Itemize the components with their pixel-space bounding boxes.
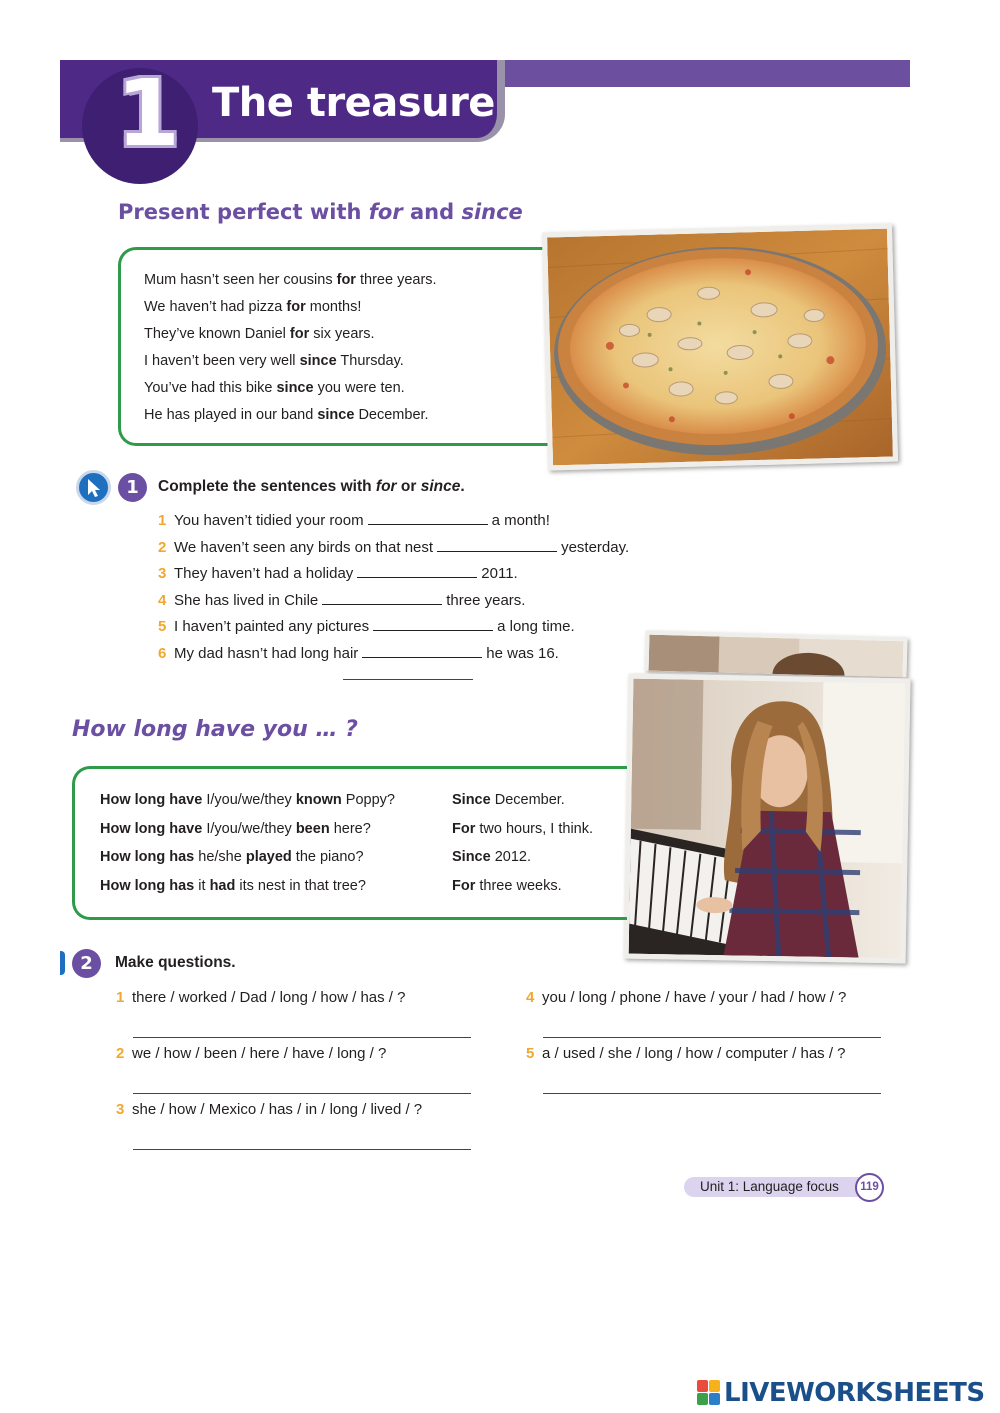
logo-tile-l bbox=[697, 1380, 708, 1392]
example-keyword: for bbox=[336, 272, 356, 288]
liveworksheets-logo bbox=[697, 1378, 985, 1408]
how-long-question bbox=[100, 821, 371, 837]
item-text-before: My dad hasn’t had long hair bbox=[174, 645, 359, 662]
answer-blank[interactable] bbox=[322, 591, 442, 605]
liveworksheets-text: LIVEWORKSHEETS bbox=[724, 1378, 985, 1408]
footer-label: Unit 1: Language focus bbox=[700, 1179, 839, 1194]
example-keyword: since bbox=[299, 353, 337, 369]
question-subject: I/you/we/they bbox=[202, 820, 296, 837]
answer-line[interactable] bbox=[543, 1037, 881, 1038]
item-words: a / used / she / long / how / computer / has / ? bbox=[542, 1045, 846, 1062]
item-number: 4 bbox=[526, 989, 535, 1006]
item-words: she / how / Mexico / has / in / long / lived / ? bbox=[132, 1101, 423, 1118]
question-end: Poppy? bbox=[341, 792, 395, 808]
question-verb: had bbox=[209, 878, 236, 895]
how-long-answer bbox=[452, 792, 565, 808]
exercise-1-instruction bbox=[158, 478, 465, 496]
item-number: 6 bbox=[158, 645, 167, 662]
item-text-after: yesterday. bbox=[561, 538, 630, 556]
answer-line[interactable] bbox=[133, 1149, 471, 1150]
example-keyword: since bbox=[317, 407, 355, 423]
title-text: Present perfect with bbox=[118, 200, 369, 224]
exercise-2-item bbox=[526, 1045, 846, 1062]
exercise-1-item bbox=[158, 617, 575, 635]
liveworksheets-icon bbox=[697, 1380, 721, 1406]
example-after: months! bbox=[305, 299, 362, 315]
exercise-1-item bbox=[158, 511, 550, 529]
grammar-example bbox=[144, 299, 361, 315]
how-long-answer bbox=[452, 878, 562, 894]
unit-number: 1 bbox=[115, 60, 180, 167]
exercise-2-item bbox=[116, 989, 405, 1006]
question-end: the piano? bbox=[291, 849, 364, 866]
page-number: 119 bbox=[855, 1173, 884, 1202]
exercise-1-number: 1 bbox=[118, 473, 147, 502]
title-since: since bbox=[461, 200, 523, 224]
answer-rest: three weeks. bbox=[475, 878, 562, 895]
exercise-2-number: 2 bbox=[72, 949, 101, 978]
example-after: six years. bbox=[309, 326, 375, 342]
answer-rest: two hours, I think. bbox=[475, 820, 594, 837]
instr-for: for bbox=[375, 478, 397, 495]
item-number: 5 bbox=[158, 618, 167, 636]
example-after: December. bbox=[354, 407, 429, 423]
answer-line[interactable] bbox=[133, 1037, 471, 1038]
cursor-icon bbox=[76, 470, 111, 505]
question-verb: played bbox=[245, 849, 292, 866]
item-text-after: a month! bbox=[491, 512, 550, 529]
example-before: I haven’t been very well bbox=[144, 353, 300, 369]
answer-blank[interactable] bbox=[368, 511, 488, 525]
exercise-2-tab bbox=[60, 951, 65, 975]
example-keyword: for bbox=[289, 326, 310, 342]
item-words: you / long / phone / have / your / had / how / ? bbox=[542, 989, 847, 1006]
grammar-example bbox=[144, 380, 405, 396]
question-subject: I/you/we/they bbox=[202, 792, 296, 808]
item-number: 2 bbox=[116, 1045, 125, 1062]
grammar-example bbox=[144, 326, 375, 342]
example-before: You’ve had this bike bbox=[144, 380, 277, 396]
item-text-before: I haven’t painted any pictures bbox=[174, 618, 370, 636]
photo-behind-art bbox=[649, 635, 904, 678]
question-start: How long have bbox=[100, 792, 203, 808]
example-before: Mum hasn’t seen her cousins bbox=[144, 272, 337, 288]
exercise-2-item bbox=[116, 1045, 386, 1062]
answer-keyword: For bbox=[452, 878, 476, 895]
example-before: He has played in our band bbox=[144, 407, 318, 423]
answer-blank[interactable] bbox=[357, 564, 477, 578]
item-text-before: They haven’t had a holiday bbox=[174, 565, 354, 583]
item-number: 2 bbox=[158, 538, 167, 556]
answer-blank[interactable] bbox=[362, 644, 482, 658]
question-verb: known bbox=[295, 792, 342, 808]
how-long-answer bbox=[452, 849, 531, 865]
logo-tile-e bbox=[709, 1393, 720, 1405]
title-for: for bbox=[368, 200, 403, 224]
answer-keyword: Since bbox=[452, 849, 491, 866]
exercise-1-item bbox=[158, 538, 629, 556]
item-text-after: he was 16. bbox=[486, 645, 559, 662]
question-end: its nest in that tree? bbox=[235, 878, 366, 895]
item-number: 1 bbox=[116, 989, 125, 1006]
question-start: How long has bbox=[100, 878, 195, 895]
answer-rest: December. bbox=[490, 792, 565, 808]
answer-blank[interactable] bbox=[373, 617, 493, 631]
item-number: 1 bbox=[158, 512, 167, 529]
item-words: we / how / been / here / have / long / ? bbox=[132, 1045, 387, 1062]
instr-text: Complete the sentences with bbox=[158, 478, 376, 495]
girl-piano-photo bbox=[624, 674, 911, 964]
answer-line[interactable] bbox=[543, 1093, 881, 1094]
how-long-answer bbox=[452, 821, 593, 837]
grammar-example bbox=[144, 407, 429, 423]
answer-blank[interactable] bbox=[437, 538, 557, 552]
example-before: We haven’t had pizza bbox=[144, 299, 287, 315]
example-before: They’ve known Daniel bbox=[144, 326, 290, 342]
answer-keyword: For bbox=[452, 820, 476, 837]
question-end: here? bbox=[329, 820, 371, 837]
answer-rest: 2012. bbox=[490, 849, 532, 866]
example-after: you were ten. bbox=[313, 380, 405, 396]
unit-title: The treasure bbox=[212, 80, 495, 126]
exercise-1-item bbox=[158, 591, 525, 609]
exercise-1-item bbox=[158, 644, 559, 662]
how-long-question bbox=[100, 849, 364, 865]
answer-keyword: Since bbox=[452, 792, 491, 808]
example-keyword: for bbox=[286, 299, 306, 315]
item-text-after: a long time. bbox=[497, 618, 575, 636]
section-title-how-long: How long have you … ? bbox=[72, 717, 358, 742]
item-text-after: three years. bbox=[446, 591, 526, 609]
question-start: How long have bbox=[100, 820, 203, 837]
question-verb: been bbox=[295, 820, 330, 837]
how-long-question bbox=[100, 878, 366, 894]
example-after: Thursday. bbox=[336, 353, 404, 369]
item-text-after: 2011. bbox=[481, 565, 518, 583]
item-text-before: She has lived in Chile bbox=[174, 591, 319, 609]
grammar-example bbox=[144, 353, 404, 369]
pizza-photo bbox=[542, 223, 898, 470]
how-long-question bbox=[100, 792, 395, 808]
logo-tile-i bbox=[709, 1380, 720, 1392]
exercise-1-item bbox=[158, 564, 518, 582]
title-and: and bbox=[402, 200, 462, 224]
instr-end: . bbox=[460, 478, 465, 495]
extra-answer-line bbox=[343, 679, 473, 680]
grammar-box-how-long bbox=[72, 766, 627, 920]
instr-since: since bbox=[420, 478, 461, 495]
arrow-cursor-glyph bbox=[79, 473, 108, 502]
instr-or: or bbox=[396, 478, 421, 495]
exercise-2-instruction: Make questions. bbox=[115, 954, 236, 971]
example-after: three years. bbox=[355, 272, 437, 288]
item-number: 4 bbox=[158, 591, 167, 609]
header-top-strip bbox=[500, 60, 910, 87]
question-subject: he/she bbox=[194, 849, 246, 866]
grammar-example bbox=[144, 272, 437, 288]
logo-tile-v bbox=[697, 1393, 708, 1405]
exercise-2-item bbox=[526, 989, 846, 1006]
item-number: 3 bbox=[116, 1101, 125, 1118]
item-words: there / worked / Dad / long / how / has / ? bbox=[132, 989, 406, 1006]
example-keyword: since bbox=[276, 380, 314, 396]
photo-behind bbox=[645, 631, 908, 678]
exercise-2-item bbox=[116, 1101, 422, 1118]
item-number: 5 bbox=[526, 1045, 535, 1062]
item-number: 3 bbox=[158, 565, 167, 583]
answer-line[interactable] bbox=[133, 1093, 471, 1094]
item-text-before: We haven’t seen any birds on that nest bbox=[174, 538, 434, 556]
pizza-illustration bbox=[547, 229, 893, 466]
item-text-before: You haven’t tidied your room bbox=[174, 512, 364, 529]
question-start: How long has bbox=[100, 849, 195, 866]
girl-piano-illustration bbox=[629, 679, 906, 959]
section-title-present-perfect bbox=[118, 200, 523, 224]
question-subject: it bbox=[194, 878, 210, 895]
